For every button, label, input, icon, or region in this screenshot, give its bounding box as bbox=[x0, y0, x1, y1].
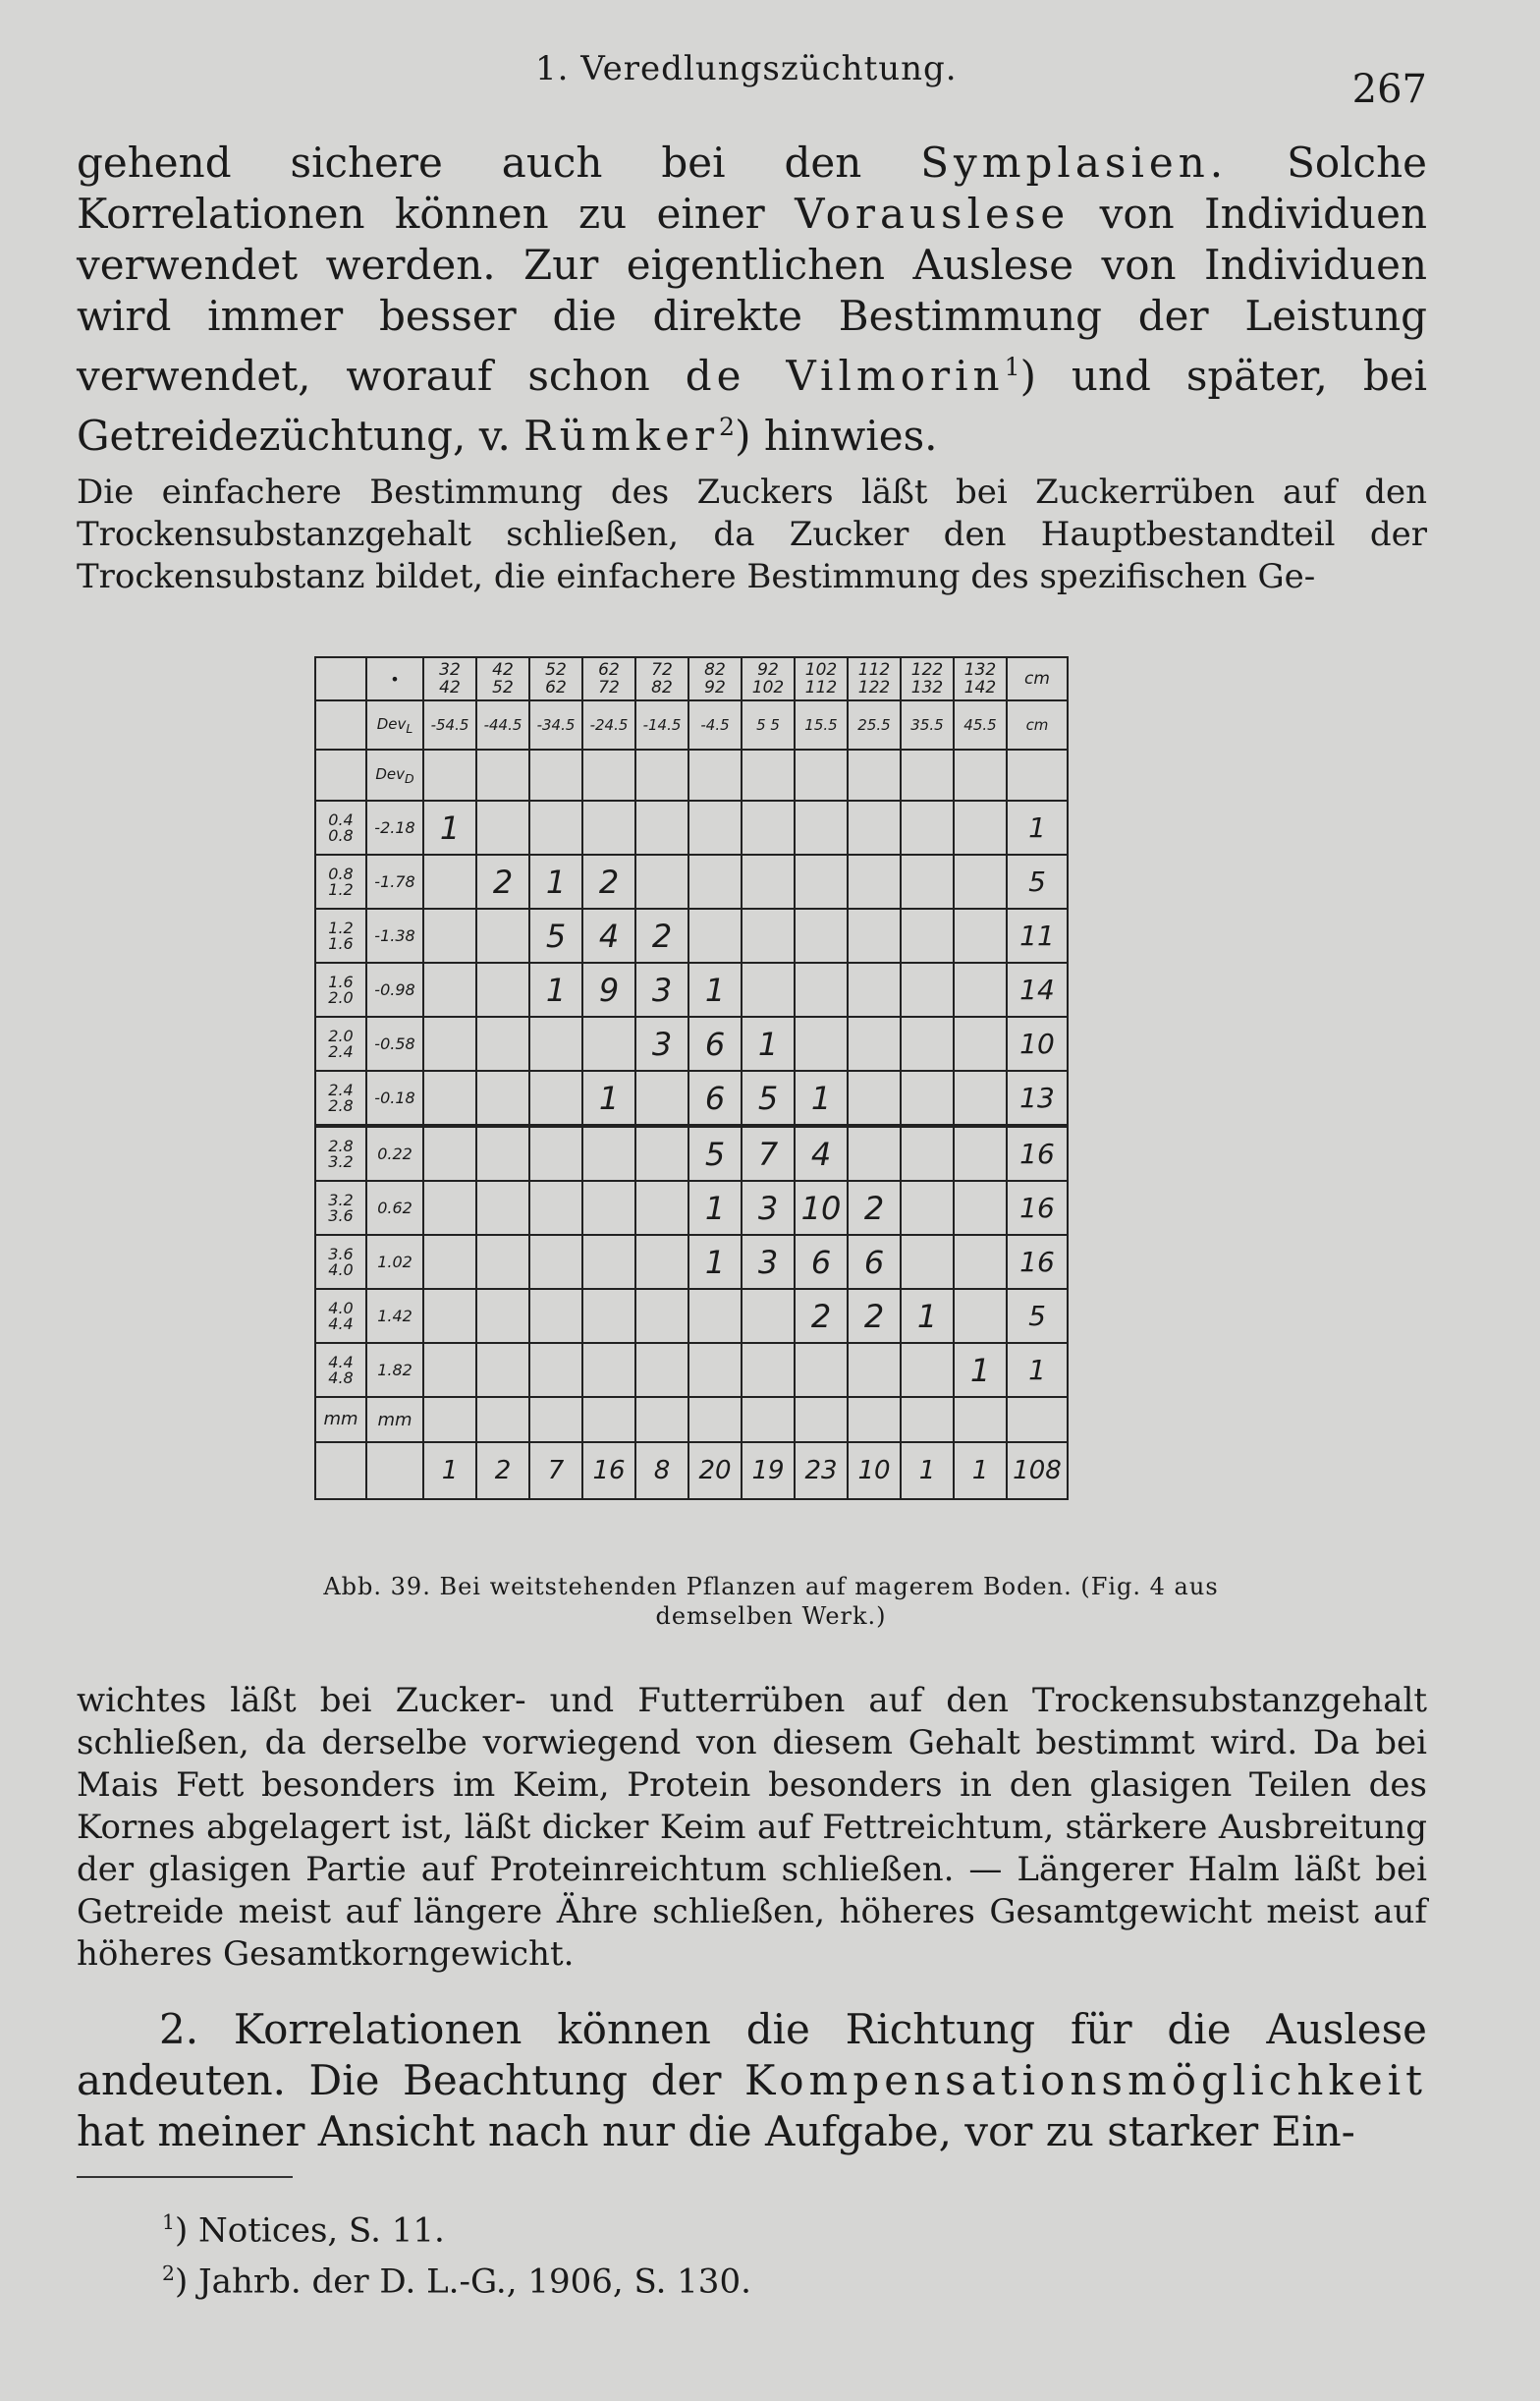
empty-cell bbox=[848, 1397, 901, 1442]
empty-cell bbox=[954, 750, 1007, 801]
table-cell: 2 bbox=[848, 1289, 901, 1343]
column-total: 2 bbox=[476, 1442, 529, 1499]
table-cell bbox=[742, 1289, 795, 1343]
table-cell bbox=[423, 963, 476, 1017]
empty-cell bbox=[366, 1442, 423, 1499]
table-cell bbox=[582, 1289, 635, 1343]
row-total: 1 bbox=[1007, 1343, 1068, 1397]
column-total: 1 bbox=[954, 1442, 1007, 1499]
table-cell bbox=[848, 1017, 901, 1071]
table-cell bbox=[954, 801, 1007, 855]
table-cell: 1 bbox=[795, 1071, 848, 1126]
table-cell: 1 bbox=[423, 801, 476, 855]
table-cell bbox=[635, 801, 688, 855]
column-deviation: -24.5 bbox=[582, 700, 635, 750]
column-total: 10 bbox=[848, 1442, 901, 1499]
empty-cell bbox=[582, 750, 635, 801]
table-cell bbox=[423, 1071, 476, 1126]
table-cell: 10 bbox=[795, 1181, 848, 1235]
column-deviation: -54.5 bbox=[423, 700, 476, 750]
caption-line-1: Abb. 39. Bei weitstehenden Pflanzen auf magerem Boden. (Fig. 4 aus bbox=[323, 1573, 1219, 1600]
table-cell bbox=[901, 1181, 954, 1235]
table-cell: 5 bbox=[688, 1126, 742, 1181]
paragraph-zucker: Die einfachere Bestimmung des Zuckers läßt bei Zuckerrüben auf den Trockensubstanzgehalt schließen, da Zucker den Hauptbestandteil der Trockensubstanz bildet, die einfachere Bestimmung des spezifischen Ge- bbox=[77, 473, 1427, 596]
table-cell bbox=[423, 1289, 476, 1343]
empty-cell bbox=[529, 1397, 582, 1442]
table-cell bbox=[423, 1181, 476, 1235]
table-cell: 6 bbox=[795, 1235, 848, 1289]
paragraph-symplasien: gehend sichere auch bei den Symplasien. Solche Korrelationen können zu einer Vorauslese von Individuen verwendet werden. Zur eigentlichen Auslese von Individuen wird immer besser die direkte Bestimmung der Leistung verwendet, worauf schon de Vilmorin$^1$) und später, bei Getreidezüchtung, v. Rümker$^2$) hinwies. bbox=[77, 139, 1427, 460]
table-cell bbox=[635, 1289, 688, 1343]
table-cell bbox=[795, 855, 848, 909]
empty-cell bbox=[635, 750, 688, 801]
table-cell bbox=[742, 1343, 795, 1397]
column-range-header: 122 132 bbox=[901, 657, 954, 700]
empty-cell bbox=[954, 1397, 1007, 1442]
table-cell bbox=[582, 1126, 635, 1181]
empty-cell bbox=[635, 1397, 688, 1442]
column-range-header: 52 62 bbox=[529, 657, 582, 700]
column-deviation: -14.5 bbox=[635, 700, 688, 750]
empty-cell bbox=[901, 750, 954, 801]
empty-cell bbox=[529, 750, 582, 801]
header-dot: • bbox=[366, 657, 423, 700]
table-cell bbox=[742, 801, 795, 855]
table-cell bbox=[635, 1071, 688, 1126]
empty-cell bbox=[1007, 750, 1068, 801]
table-cell: 5 bbox=[742, 1071, 795, 1126]
row-range-label: 4.4 4.8 bbox=[315, 1343, 366, 1397]
table-cell bbox=[901, 1071, 954, 1126]
column-deviation: -34.5 bbox=[529, 700, 582, 750]
table-cell bbox=[954, 963, 1007, 1017]
row-range-label: 0.8 1.2 bbox=[315, 855, 366, 909]
empty-cell bbox=[1007, 1397, 1068, 1442]
row-total: 11 bbox=[1007, 909, 1068, 963]
empty-cell bbox=[742, 750, 795, 801]
table-cell: 1 bbox=[582, 1071, 635, 1126]
row-total: 10 bbox=[1007, 1017, 1068, 1071]
row-deviation: 1.42 bbox=[366, 1289, 423, 1343]
empty-cell bbox=[795, 750, 848, 801]
table-cell bbox=[423, 1126, 476, 1181]
table-cell: 2 bbox=[795, 1289, 848, 1343]
emphasis-kompensation: Kompensationsmöglichkeit bbox=[744, 2056, 1427, 2104]
table-cell: 3 bbox=[742, 1181, 795, 1235]
row-deviation: -0.18 bbox=[366, 1071, 423, 1126]
table-cell: 1 bbox=[529, 963, 582, 1017]
table-cell bbox=[795, 963, 848, 1017]
row-deviation: 0.22 bbox=[366, 1126, 423, 1181]
table-cell bbox=[688, 801, 742, 855]
table-cell: 3 bbox=[635, 1017, 688, 1071]
table-cell bbox=[688, 1289, 742, 1343]
table-cell: 2 bbox=[635, 909, 688, 963]
empty-cell bbox=[795, 1397, 848, 1442]
table-cell bbox=[582, 1343, 635, 1397]
table-cell bbox=[742, 855, 795, 909]
table-cell bbox=[795, 801, 848, 855]
table-cell bbox=[848, 1126, 901, 1181]
row-deviation: -2.18 bbox=[366, 801, 423, 855]
table-cell bbox=[582, 801, 635, 855]
column-deviation: 5 5 bbox=[742, 700, 795, 750]
emphasis-symplasien: Symplasien. bbox=[920, 139, 1229, 187]
table-cell: 1 bbox=[688, 1181, 742, 1235]
table-cell: 2 bbox=[476, 855, 529, 909]
row-total: 1 bbox=[1007, 801, 1068, 855]
table-cell bbox=[848, 963, 901, 1017]
empty-cell bbox=[315, 1442, 366, 1499]
table-cell bbox=[476, 1235, 529, 1289]
empty-cell bbox=[423, 750, 476, 801]
table-cell: 6 bbox=[688, 1017, 742, 1071]
table-cell bbox=[901, 1235, 954, 1289]
column-total: 19 bbox=[742, 1442, 795, 1499]
row-total: 16 bbox=[1007, 1126, 1068, 1181]
table-cell bbox=[529, 1126, 582, 1181]
column-range-header: 82 92 bbox=[688, 657, 742, 700]
column-total: 1 bbox=[901, 1442, 954, 1499]
table-cell bbox=[476, 1289, 529, 1343]
row-deviation: 1.82 bbox=[366, 1343, 423, 1397]
table-cell: 3 bbox=[635, 963, 688, 1017]
empty-cell bbox=[476, 1397, 529, 1442]
table-cell: 1 bbox=[688, 1235, 742, 1289]
table-cell bbox=[476, 1071, 529, 1126]
table-cell bbox=[954, 1126, 1007, 1181]
table-cell bbox=[529, 1017, 582, 1071]
table-cell bbox=[476, 963, 529, 1017]
row-range-label: 1.6 2.0 bbox=[315, 963, 366, 1017]
table-cell bbox=[742, 909, 795, 963]
table-cell bbox=[476, 1343, 529, 1397]
table-cell bbox=[476, 909, 529, 963]
table-cell: 7 bbox=[742, 1126, 795, 1181]
paragraph-wichtes: wichtes läßt bei Zucker- und Futterrüben auf den Trockensubstanzgehalt schließen, da derselbe vorwiegend von diesem Gehalt bestimmt wird. Da bei Mais Fett besonders im Keim, Protein besonders in den glasigen Teilen des Kornes abgelagert ist, läßt dicker Keim auf Fettreichtum, stärkere Ausbreitung der glasigen Partie auf Proteinreichtum schließen. — Längerer Halm läßt bei Getreide meist auf längere Ähre schließen, höheres Gesamtgewicht meist auf höheres Gesamtkorngewicht. bbox=[77, 1681, 1427, 1974]
column-range-header: 132 142 bbox=[954, 657, 1007, 700]
column-total: 8 bbox=[635, 1442, 688, 1499]
table-cell bbox=[954, 1181, 1007, 1235]
table-cell: 6 bbox=[688, 1071, 742, 1126]
table-cell bbox=[901, 801, 954, 855]
table-cell bbox=[901, 963, 954, 1017]
table-cell bbox=[476, 1126, 529, 1181]
correlation-table-figure bbox=[314, 656, 1069, 1500]
row-range-label: 3.2 3.6 bbox=[315, 1181, 366, 1235]
table-cell: 3 bbox=[742, 1235, 795, 1289]
table-cell: 1 bbox=[688, 963, 742, 1017]
table-cell bbox=[954, 855, 1007, 909]
column-deviation: -44.5 bbox=[476, 700, 529, 750]
row-range-label: 2.4 2.8 bbox=[315, 1071, 366, 1126]
page-number: 267 bbox=[1351, 67, 1427, 112]
row-deviation: -1.38 bbox=[366, 909, 423, 963]
table-cell bbox=[848, 1071, 901, 1126]
table-cell bbox=[476, 1181, 529, 1235]
table-cell bbox=[848, 801, 901, 855]
table-cell bbox=[901, 1126, 954, 1181]
column-unit-label: cm bbox=[1007, 657, 1068, 700]
table-cell bbox=[529, 1181, 582, 1235]
table-cell bbox=[688, 1343, 742, 1397]
table-cell bbox=[582, 1235, 635, 1289]
row-range-label: 0.4 0.8 bbox=[315, 801, 366, 855]
table-cell: 9 bbox=[582, 963, 635, 1017]
row-range-label: 3.6 4.0 bbox=[315, 1235, 366, 1289]
column-total: 7 bbox=[529, 1442, 582, 1499]
row-deviation: 1.02 bbox=[366, 1235, 423, 1289]
table-cell: 2 bbox=[848, 1181, 901, 1235]
row-total: 5 bbox=[1007, 1289, 1068, 1343]
row-deviation: -0.98 bbox=[366, 963, 423, 1017]
table-cell bbox=[954, 1235, 1007, 1289]
footnotes bbox=[162, 2201, 751, 2304]
table-cell: 1 bbox=[529, 855, 582, 909]
table-cell bbox=[635, 1181, 688, 1235]
table-cell bbox=[954, 1017, 1007, 1071]
column-deviation: 15.5 bbox=[795, 700, 848, 750]
table-cell bbox=[423, 1235, 476, 1289]
table-cell bbox=[476, 801, 529, 855]
author-vilmorin: de Vilmorin bbox=[685, 352, 1005, 400]
figure-caption bbox=[196, 1572, 1346, 1631]
column-deviation: -4.5 bbox=[688, 700, 742, 750]
column-total: 20 bbox=[688, 1442, 742, 1499]
table-cell bbox=[529, 1235, 582, 1289]
row-total: 16 bbox=[1007, 1181, 1068, 1235]
table-cell bbox=[901, 1017, 954, 1071]
empty-cell bbox=[476, 750, 529, 801]
table-cell bbox=[954, 909, 1007, 963]
table-cell: 5 bbox=[529, 909, 582, 963]
row-total: 14 bbox=[1007, 963, 1068, 1017]
page-header bbox=[0, 49, 1540, 112]
table-cell bbox=[582, 1017, 635, 1071]
table-cell bbox=[954, 1289, 1007, 1343]
column-deviation-label: Dev$_L$ bbox=[366, 700, 423, 750]
table-cell: 1 bbox=[954, 1343, 1007, 1397]
row-range-label: 4.0 4.4 bbox=[315, 1289, 366, 1343]
table-cell bbox=[848, 1343, 901, 1397]
empty-cell bbox=[901, 1397, 954, 1442]
table-cell bbox=[635, 1343, 688, 1397]
row-total: 16 bbox=[1007, 1235, 1068, 1289]
column-total: 1 bbox=[423, 1442, 476, 1499]
table-cell bbox=[529, 1071, 582, 1126]
empty-cell bbox=[423, 1397, 476, 1442]
empty-cell bbox=[688, 1397, 742, 1442]
paragraph-korrelationen: 2. Korrelationen können die Richtung für die Auslese andeuten. Die Beachtung der Kompensationsmöglichkeit hat meiner Ansicht nach nur die Aufgabe, vor zu starker Ein- bbox=[77, 2005, 1427, 2155]
column-deviation: 25.5 bbox=[848, 700, 901, 750]
table-cell bbox=[795, 909, 848, 963]
table-cell bbox=[423, 1343, 476, 1397]
table-cell: 2 bbox=[582, 855, 635, 909]
table-cell: 4 bbox=[795, 1126, 848, 1181]
table-cell bbox=[529, 1289, 582, 1343]
empty-cell bbox=[582, 1397, 635, 1442]
column-range-header: 92 102 bbox=[742, 657, 795, 700]
table-cell bbox=[476, 1017, 529, 1071]
table-cell bbox=[688, 909, 742, 963]
row-deviation: -1.78 bbox=[366, 855, 423, 909]
column-total: 23 bbox=[795, 1442, 848, 1499]
column-range-header: 42 52 bbox=[476, 657, 529, 700]
column-deviation-unit: cm bbox=[1007, 700, 1068, 750]
table-cell: 1 bbox=[901, 1289, 954, 1343]
corner-cell bbox=[315, 657, 366, 700]
table-cell bbox=[688, 855, 742, 909]
footnote-ref-2: 2 bbox=[719, 413, 736, 441]
table-cell bbox=[582, 1181, 635, 1235]
correlation-table bbox=[314, 656, 1069, 1500]
column-deviation: 45.5 bbox=[954, 700, 1007, 750]
empty-cell bbox=[742, 1397, 795, 1442]
corner-cell bbox=[315, 750, 366, 801]
column-range-header: 72 82 bbox=[635, 657, 688, 700]
table-cell bbox=[848, 909, 901, 963]
table-cell bbox=[901, 855, 954, 909]
unit-label-mm: mm bbox=[315, 1397, 366, 1442]
row-deviation-label: Dev$_D$ bbox=[366, 750, 423, 801]
footnote-rule bbox=[77, 2176, 293, 2178]
column-range-header: 102 112 bbox=[795, 657, 848, 700]
table-cell bbox=[635, 1235, 688, 1289]
row-total: 5 bbox=[1007, 855, 1068, 909]
corner-cell bbox=[315, 700, 366, 750]
table-cell bbox=[795, 1017, 848, 1071]
column-deviation: 35.5 bbox=[901, 700, 954, 750]
table-cell bbox=[901, 909, 954, 963]
column-range-header: 62 72 bbox=[582, 657, 635, 700]
row-range-label: 2.8 3.2 bbox=[315, 1126, 366, 1181]
column-range-header: 32 42 bbox=[423, 657, 476, 700]
row-range-label: 2.0 2.4 bbox=[315, 1017, 366, 1071]
row-total: 13 bbox=[1007, 1071, 1068, 1126]
grand-total: 108 bbox=[1007, 1442, 1068, 1499]
table-cell bbox=[795, 1343, 848, 1397]
table-cell bbox=[423, 909, 476, 963]
unit-label-mm: mm bbox=[366, 1397, 423, 1442]
row-deviation: -0.58 bbox=[366, 1017, 423, 1071]
table-cell: 6 bbox=[848, 1235, 901, 1289]
emphasis-vorauslese: Vorauslese bbox=[795, 190, 1071, 238]
table-cell bbox=[954, 1071, 1007, 1126]
footnote-ref-1: 1 bbox=[1004, 353, 1020, 381]
table-cell bbox=[848, 855, 901, 909]
table-cell bbox=[529, 1343, 582, 1397]
table-cell bbox=[901, 1343, 954, 1397]
empty-cell bbox=[848, 750, 901, 801]
running-title: 1. Veredlungszüchtung. bbox=[535, 49, 958, 88]
footnote-1: $^1$) Notices, S. 11. bbox=[162, 2210, 445, 2251]
row-range-label: 1.2 1.6 bbox=[315, 909, 366, 963]
table-cell bbox=[529, 801, 582, 855]
caption-line-2: demselben Werk.) bbox=[655, 1602, 887, 1630]
table-cell: 1 bbox=[742, 1017, 795, 1071]
empty-cell bbox=[688, 750, 742, 801]
table-cell: 4 bbox=[582, 909, 635, 963]
footnote-2: $^2$) Jahrb. der D. L.-G., 1906, S. 130. bbox=[162, 2261, 751, 2302]
table-cell bbox=[742, 963, 795, 1017]
table-cell bbox=[635, 1126, 688, 1181]
table-cell bbox=[423, 855, 476, 909]
table-cell bbox=[635, 855, 688, 909]
author-ruemker: Rümker bbox=[523, 412, 720, 460]
column-total: 16 bbox=[582, 1442, 635, 1499]
column-range-header: 112 122 bbox=[848, 657, 901, 700]
table-cell bbox=[423, 1017, 476, 1071]
row-deviation: 0.62 bbox=[366, 1181, 423, 1235]
